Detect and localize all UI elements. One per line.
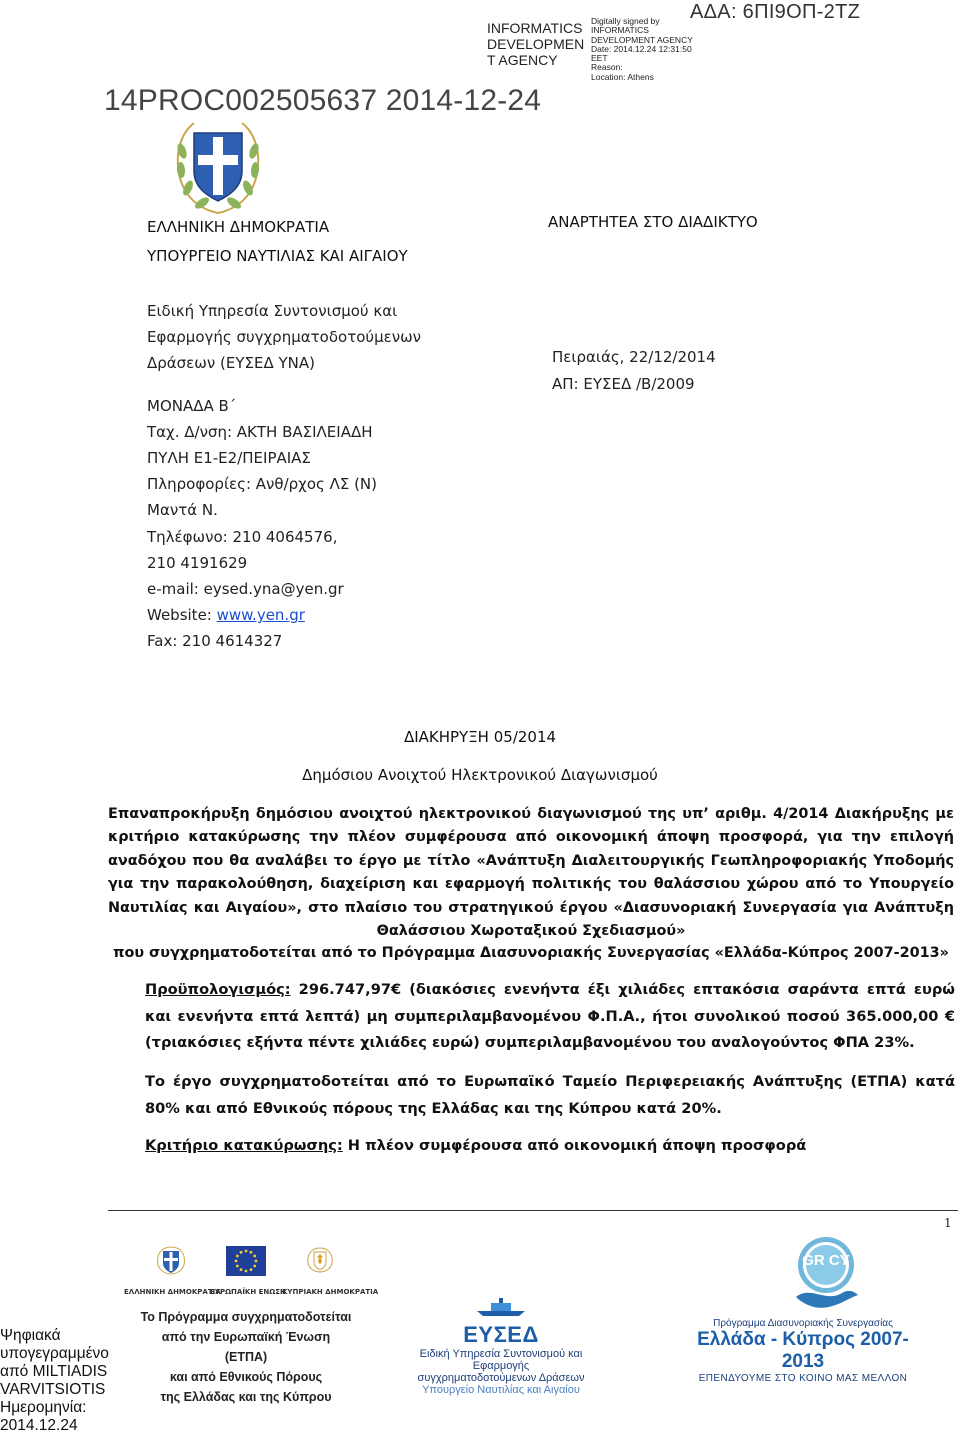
programme-text-line: και από Εθνικούς Πόρους (169, 1370, 323, 1384)
greek-flag-icon (150, 1245, 192, 1275)
signature-detail-line: INFORMATICS (591, 25, 649, 36)
eysed-wordmark: ΕΥΣΕΔ (463, 1322, 539, 1347)
signature-org-line: DEVELOPMEN (487, 36, 585, 52)
signature-detail-line: DEVELOPMENT AGENCY (591, 34, 693, 45)
budget-label: Προϋπολογισμός: (145, 981, 291, 998)
address-line: Τηλέφωνο: 210 4064576, (147, 527, 338, 546)
programme-text-line: Το Πρόγραμμα συγχρηματοδοτείται (140, 1310, 352, 1324)
ministry-heading: ΥΠΟΥΡΓΕΙΟ ΝΑΥΤΙΛΙΑΣ ΚΑΙ ΑΙΓΑΙΟΥ (147, 247, 408, 265)
signed-by-line: Ημερομηνία: (0, 1399, 87, 1416)
place-date: Πειραιάς, 22/12/2014 (552, 348, 716, 366)
ada-code: ΑΔΑ: 6ΠΙ9ΟΠ-2ΤΖ (690, 1, 861, 23)
signed-by-line: VARVITSIOTIS (0, 1381, 106, 1398)
signature-organization (487, 20, 584, 68)
award-label: Κριτήριο κατακύρωσης: (145, 1137, 343, 1154)
address-line: Ταχ. Δ/νση: ΑΚΤΗ ΒΑΣΙΛΕΙΑΔΗ (147, 422, 373, 441)
ship-icon (471, 1297, 531, 1317)
signed-by-line: Ψηφιακά (0, 1327, 61, 1344)
interreg-logo (680, 1318, 926, 1384)
interreg-bottom-text: ΕΠΕΝΔΥΟΥΜΕ ΣΤΟ ΚΟΙΝΟ ΜΑΣ ΜΕΛΛΟΝ (698, 1373, 908, 1384)
republic-heading: ΕΛΛΗΝΙΚΗ ΔΗΜΟΚΡΑΤΙΑ (147, 218, 330, 236)
signed-by-line: 2014.12.24 (0, 1417, 78, 1434)
signature-detail-line: Reason: (591, 62, 623, 73)
eu-flag-icon (226, 1246, 266, 1276)
award-text: Η πλέον συμφέρουσα από οικονομική άποψη προσφορά (342, 1137, 807, 1154)
eu-flag-caption: ΕΥΡΩΠΑΪΚΗ ΕΝΩΣΗ (210, 1288, 286, 1296)
eysed-line: συγχρηματοδοτούμενων Δράσεων (417, 1372, 585, 1384)
tender-description: Επαναπροκήρυξη δημόσιου ανοιχτού ηλεκτρονικού διαγωνισμού της υπ’ αριθμ. 4/2014 Διακήρυξης με κριτήριο κατακύρωσης την πλέον συμφέρουσα από οικονομική άποψη προσφορά, για την επιλογή αναδόχου που θα αναλάβει το έργο με τίτλο «Ανάπτυξη Διαλειτουργικής Γεωπληροφοριακής Υποδομής για την παρακολούθηση, διαχείριση και εφαρμογή πολιτικής του θαλάσσιου χώρου από το Υπουργείο Ναυτιλίας και Αιγαίου», στο πλαίσιο του στρατηγικού έργου «Διασυνοριακή Συνεργασία για Ανάπτυξη Θαλάσσιου Χωροταξικού Σχεδιασμού» (108, 806, 954, 940)
cofinancing-paragraph: Το έργο συγχρηματοδοτείται από το Ευρωπαϊκό Ταμείο Περιφερειακής Ανάπτυξης (ΕΤΠΑ) κατά 80% και από Εθνικούς πόρους της Ελλάδας και της Κύπρου κατά 20%. (145, 1073, 955, 1117)
signature-detail-line: EET (591, 53, 608, 64)
internet-posting-notice: ΑΝΑΡΤΗΤΕΑ ΣΤΟ ΔΙΑΔΙΚΤΥΟ (548, 213, 758, 231)
budget-paragraph (145, 977, 955, 1057)
address-line: Μαντά Ν. (147, 501, 218, 520)
eysed-line: Υπουργείο Ναυτιλίας και Αιγαίου (422, 1384, 580, 1396)
address-line: Πληροφορίες: Ανθ/ρχος ΛΣ (Ν) (147, 475, 378, 494)
signed-by-block (0, 1327, 109, 1435)
eysed-line: Ειδική Υπηρεσία Συντονισμού και Εφαρμογής (419, 1348, 583, 1372)
website-line (147, 602, 421, 628)
programme-text-line: από την Ευρωπαϊκή Ένωση (ΕΤΠΑ) (161, 1330, 331, 1364)
grcy-logo-icon (790, 1235, 862, 1315)
signature-detail-line: Date: 2014.12.24 12:31:50 (591, 43, 692, 54)
signature-details (591, 17, 693, 82)
unit-name: ΜΟΝΑΔΑ Β΄ (147, 396, 237, 415)
reference-number: ΑΠ: ΕΥΣΕΔ /Β/2009 (552, 375, 695, 393)
programme-funding-text (140, 1307, 352, 1407)
signature-detail-line: Location: Athens (591, 71, 654, 82)
signed-by-line: υπογεγραμμένο (0, 1345, 109, 1362)
signature-org-line: INFORMATICS (487, 20, 583, 36)
service-line: Δράσεων (ΕΥΣΕΔ ΥΝΑ) (147, 354, 315, 373)
email-line: e-mail: eysed.yna@yen.gr (147, 580, 344, 599)
reference-block (552, 344, 716, 398)
page-number: 1 (944, 1216, 952, 1230)
service-line: Ειδική Υπηρεσία Συντονισμού και (147, 302, 398, 320)
signature-org-line: T AGENCY (487, 52, 558, 68)
programme-text-line: της Ελλάδας και της Κύπρου (160, 1390, 332, 1404)
website-label: Website: (147, 606, 217, 625)
sender-block (147, 298, 421, 655)
fax-line: Fax: 210 4614327 (147, 632, 283, 651)
website-link[interactable]: www.yen.gr (216, 606, 305, 625)
tender-subtitle: Δημόσιου Ανοιχτού Ηλεκτρονικού Διαγωνισμού (302, 766, 658, 784)
tender-title: ΔΙΑΚΗΡΥΞΗ 05/2014 (403, 728, 557, 746)
signature-detail-line: Digitally signed by (591, 16, 660, 26)
award-paragraph (145, 1133, 955, 1160)
footer-divider (108, 1210, 958, 1211)
protocol-number: 14PROC002505637 2014-12-24 (104, 84, 542, 117)
address-line: 210 4191629 (147, 553, 248, 572)
greek-emblem-icon (168, 115, 268, 217)
service-line: Εφαρμογής συγχρηματοδοτούμενων (147, 328, 422, 347)
interreg-main-text: Ελλάδα - Κύπρος 2007-2013 (697, 1329, 909, 1372)
budget-text: 296.747,97€ (διακόσιες ενενήντα έξι χιλιάδες επτακόσια σαράντα επτά ευρώ και ενενήντα επτά λεπτά) μη συμπεριλαμβανομένου Φ.Π.Α., ήτοι συνολικού ποσού 365.000,00 € (τριακόσιες εξήντα πέντε χιλιάδες ευρώ) συμπεριλαμβανομένου του αναλογούντος ΦΠΑ 23%. (145, 981, 955, 1051)
interreg-top-text: Πρόγραμμα Διασυνοριακής Συνεργασίας (713, 1318, 893, 1329)
grcy-logo-text: GR CY (802, 1252, 850, 1269)
address-line: ΠΥΛΗ Ε1-Ε2/ΠΕΙΡΑΙΑΣ (147, 449, 311, 468)
cyprus-flag-caption: ΚΥΠΡΙΑΚΗ ΔΗΜΟΚΡΑΤΙΑ (282, 1288, 379, 1296)
signed-by-line: από MILTIADIS (0, 1363, 108, 1380)
greek-flag-caption: ΕΛΛΗΝΙΚΗ ΔΗΜΟΚΡΑΤΙΑ (124, 1288, 221, 1296)
tender-funding-line: που συγχρηματοδοτείται από το Πρόγραμμα Διασυνοριακής Συνεργασίας «Ελλάδα-Κύπρος 2007-2013» (113, 945, 949, 961)
cyprus-flag-icon (300, 1245, 340, 1275)
eysed-logo (398, 1297, 604, 1396)
